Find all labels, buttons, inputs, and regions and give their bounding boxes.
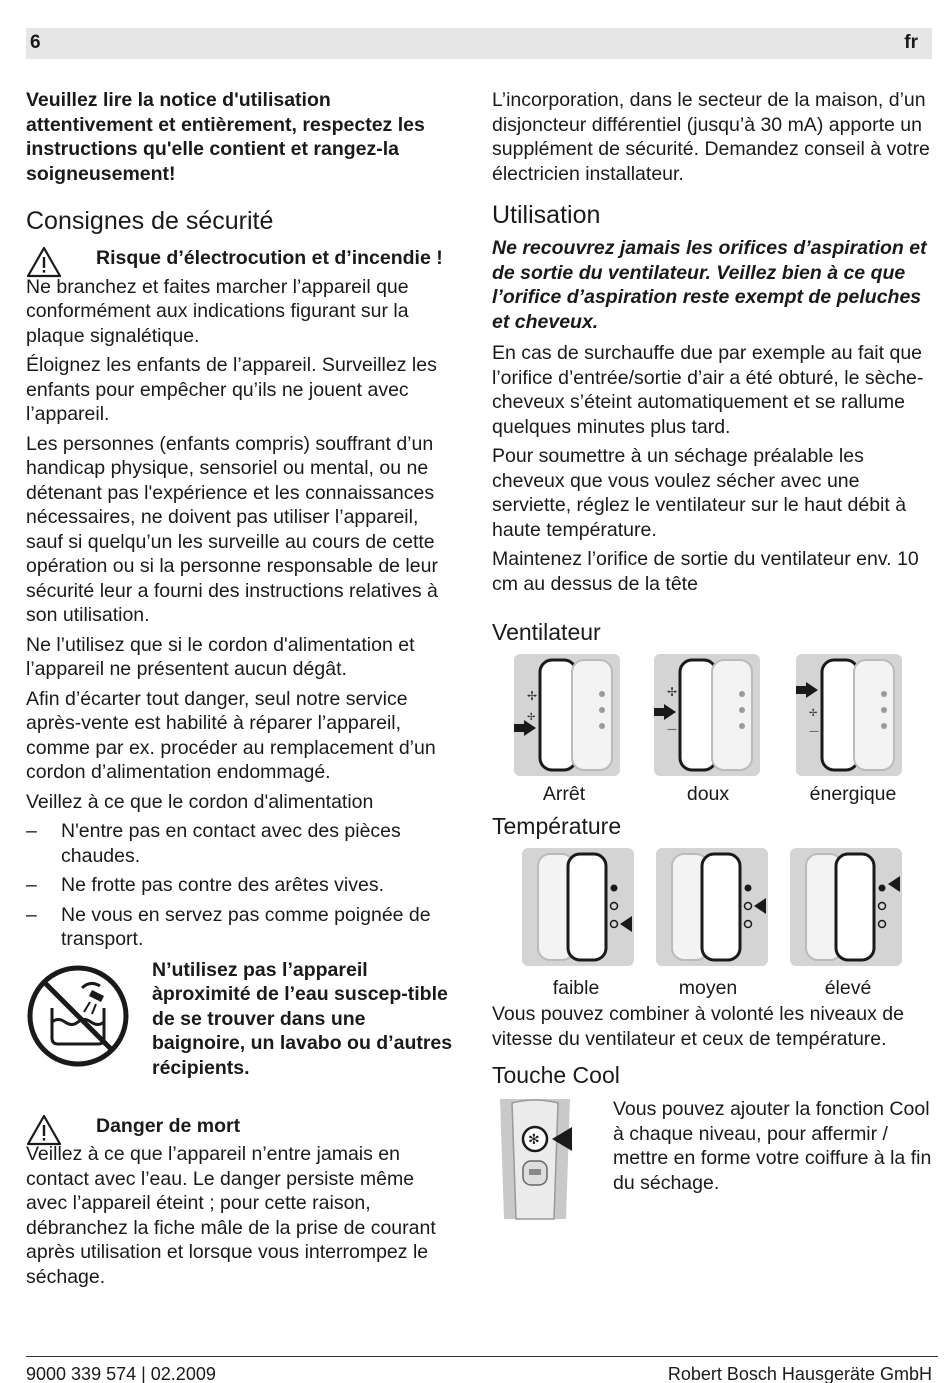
temperature-captions bbox=[492, 976, 932, 1002]
usage-warning: Ne recouvrez jamais les orifices d’aspiration et de sortie du ventilateur. Veillez bien à ce que l’orifice d’aspiration reste exempt de peluches et cheveux. bbox=[492, 237, 927, 333]
temp-low-figure bbox=[522, 848, 634, 966]
safety-paragraph: Ne l’utilisez que si le cordon d'alimentation et l’appareil ne présentent aucun dégât. bbox=[26, 633, 415, 680]
fan-title: Ventilateur bbox=[492, 619, 601, 645]
document-number: 9000 339 574 | 02.2009 bbox=[26, 1364, 216, 1383]
fan-label: énergique bbox=[809, 783, 897, 805]
svg-text:—: — bbox=[667, 724, 677, 735]
cool-button-figure bbox=[492, 1099, 578, 1221]
right-column bbox=[492, 88, 932, 1227]
temp-high-figure bbox=[790, 848, 902, 966]
temperature-figures bbox=[492, 848, 932, 970]
fan-label: Arrêt bbox=[542, 783, 586, 805]
svg-text:—: — bbox=[809, 726, 819, 737]
cool-section bbox=[492, 1097, 932, 1227]
no-water-icon bbox=[26, 964, 130, 1068]
safety-paragraph: Ne branchez et faites marcher l’appareil que conformément aux indications figurant sur la plaque signalétique. bbox=[26, 275, 409, 347]
danger-title: Danger de mort bbox=[96, 1114, 241, 1137]
page-number: 6 bbox=[30, 32, 41, 53]
page-footer bbox=[26, 1356, 938, 1383]
list-item: – N'entre pas en contact avec des pièces chaudes. bbox=[26, 820, 401, 867]
warning-triangle-icon bbox=[26, 1114, 62, 1146]
electric-warning bbox=[26, 246, 460, 271]
danger-text: Veillez à ce que l’appareil n’entre jamais en contact avec l’eau. Le danger persiste même avec l’appareil éteint ; pour cette raison, débranchez la fiche mâle de la prise de courant après utilisation et lorsque vous interrompez le séchage. bbox=[26, 1143, 436, 1288]
cool-title: Touche Cool bbox=[492, 1062, 620, 1088]
svg-text:✢: ✢ bbox=[527, 689, 538, 703]
safety-paragraph: Veillez à ce que le cordon d'alimentation bbox=[26, 790, 374, 813]
company-name: Robert Bosch Hausgeräte GmbH bbox=[667, 1364, 932, 1383]
list-item: – Ne frotte pas contre des arêtes vives. bbox=[26, 874, 384, 896]
danger-warning bbox=[26, 1114, 460, 1139]
list-item: – Ne vous en servez pas comme poignée de transport. bbox=[26, 903, 431, 950]
safety-paragraph: Éloignez les enfants de l’appareil. Surveillez les enfants pour empêcher qu’ils ne jouent avec l’appareil. bbox=[26, 354, 437, 425]
svg-text:✢: ✢ bbox=[527, 712, 536, 723]
temperature-label: moyen bbox=[678, 977, 738, 999]
fan-label: doux bbox=[686, 783, 730, 805]
fan-strong-figure bbox=[796, 654, 902, 776]
usage-paragraph: Pour soumettre à un séchage préalable les cheveux que vous voulez sécher avec une serviette, réglez le ventilateur sur le haut débit à haute température. bbox=[492, 445, 907, 541]
water-warning bbox=[26, 958, 460, 1088]
svg-text:✢: ✢ bbox=[809, 708, 818, 719]
warning-triangle-icon bbox=[26, 246, 62, 278]
cool-text: Vous pouvez ajouter la fonction Cool à chaque niveau, pour affermir / mettre en forme votre coiffure à la fin du séchage. bbox=[613, 1098, 932, 1194]
combine-text: Vous pouvez combiner à volonté les niveaux de vitesse du ventilateur et ceux de température. bbox=[492, 1003, 904, 1050]
safety-paragraph: Les personnes (enfants compris) souffrant d’un handicap physique, sensoriel ou mental, ou ne détenant pas l'expérience et les connaissances nécessaires, ne doivent pas utiliser l’appareil, sauf si quelqu’un les surveille au cours de cette opération ou si la personne responsable de leur sécurité leur a fourni des instructions relatives à son utilisation. bbox=[26, 432, 438, 626]
safety-title: Consignes de sécurité bbox=[26, 207, 274, 235]
svg-text:✻: ✻ bbox=[528, 1132, 540, 1148]
temperature-title: Température bbox=[492, 813, 622, 839]
language-code: fr bbox=[904, 32, 918, 53]
intro-text: Veuillez lire la notice d'utilisation attentivement et entièrement, respectez les instructions qu'elle contient et rangez-la soigneusement! bbox=[26, 89, 425, 185]
warning-title: Risque d’électrocution et d’incendie ! bbox=[96, 247, 443, 269]
fan-off-figure bbox=[514, 654, 620, 776]
fan-captions bbox=[492, 782, 932, 808]
usage-paragraph: Maintenez l’orifice de sortie du ventilateur env. 10 cm au dessus de la tête bbox=[492, 548, 919, 595]
left-column bbox=[26, 88, 460, 1294]
page-header bbox=[26, 28, 932, 59]
safety-paragraph: Afin d’écarter tout danger, seul notre service après-vente est habilité à réparer l’appareil, comme par ex. procéder au remplacement d’un cordon d’alimentation endommagé. bbox=[26, 687, 436, 783]
svg-text:✢: ✢ bbox=[667, 685, 678, 699]
fan-soft-figure bbox=[654, 654, 760, 776]
water-warning-text: N’utilisez pas l’appareil àproximité de l’eau suscep-tible de se trouver dans une baignoire, un lavabo ou d’autres récipients. bbox=[152, 958, 453, 1079]
usage-paragraph: En cas de surchauffe due par exemple au fait que l’orifice d’entrée/sortie d’air a été obturé, le sèche-cheveux s’éteint automatiquement et se rallume quelques minutes plus tard. bbox=[492, 342, 924, 438]
temp-medium-figure bbox=[656, 848, 768, 966]
temperature-label: faible bbox=[552, 977, 600, 999]
usage-title: Utilisation bbox=[492, 201, 601, 229]
temperature-label: élevé bbox=[824, 977, 872, 999]
rcd-text: L’incorporation, dans le secteur de la maison, d’un disjoncteur différentiel (jusqu’à 30 mA) apporte un supplément de sécurité. Demandez conseil à votre électricien installateur. bbox=[492, 89, 930, 185]
fan-figures bbox=[492, 654, 932, 776]
